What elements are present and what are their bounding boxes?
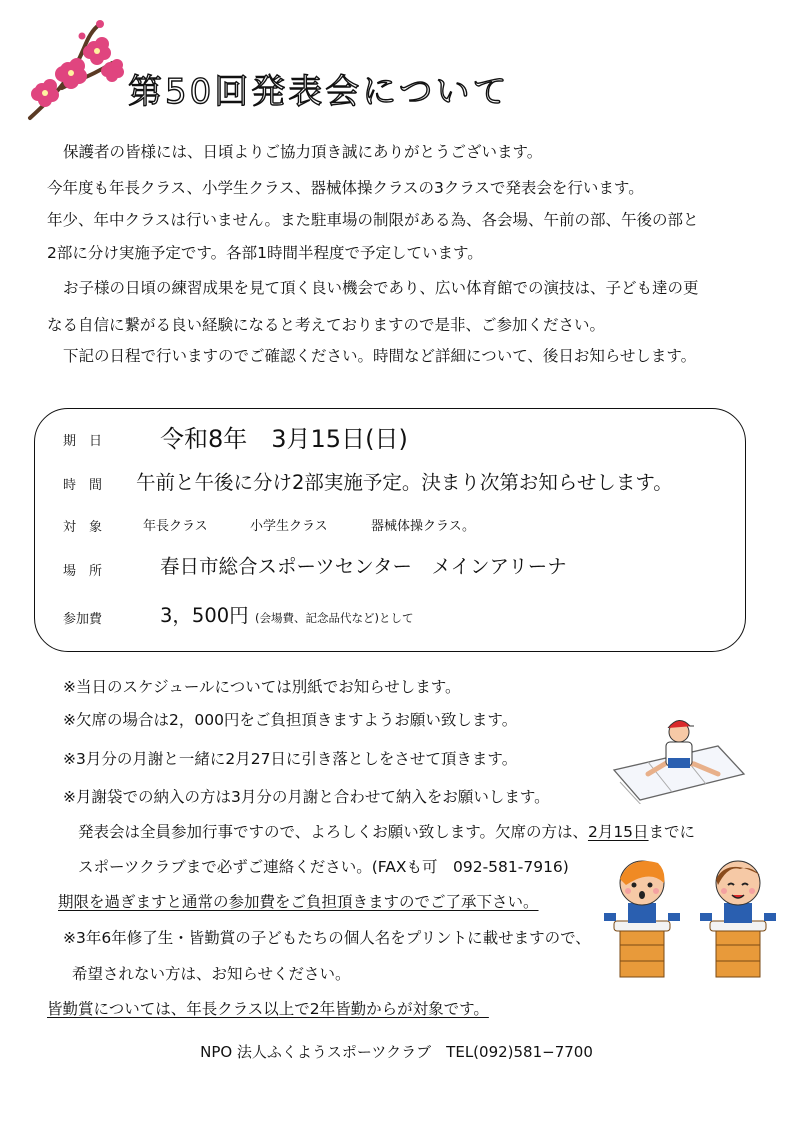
intro-line: 今年度も年長クラス、小学生クラス、器械体操クラスの3クラスで発表会を行います。	[47, 179, 644, 197]
intro-line: 保護者の皆様には、日頃よりご協力頂き誠にありがとうございます。	[63, 143, 543, 161]
intro-line: お子様の日頃の練習成果を見て頂く良い機会であり、広い体育館での演技は、子ども達の更	[63, 279, 699, 297]
note-attendance-tail: までに	[648, 823, 696, 841]
note-names-print: ※3年6年修了生・皆勤賞の子どもたちの個人名をプリントに載せますので、	[63, 929, 591, 947]
page-title: 第50回発表会について	[128, 72, 510, 112]
target-item: 年長クラス	[143, 519, 208, 534]
time-value: 午前と午後に分け2部実施予定。決まり次第お知らせします。	[136, 471, 673, 494]
note-names-optout: 希望されない方は、お知らせください。	[72, 965, 351, 983]
note-envelope: ※月謝袋での納入の方は3月分の月謝と合わせて納入をお願いします。	[63, 788, 550, 806]
intro-line: 年少、年中クラスは行いません。また駐車場の制限がある為、各会場、午前の部、午後の部と	[47, 211, 699, 229]
target-item: 小学生クラス	[250, 519, 328, 534]
intro-line: なる自信に繋がる良い経験になると考えておりますので是非、ご参加ください。	[47, 316, 606, 334]
note-attendance-text: 発表会は全員参加行事ですので、よろしくお願い致します。欠席の方は、	[78, 823, 588, 841]
note-schedule: ※当日のスケジュールについては別紙でお知らせします。	[63, 678, 461, 696]
note-deadline-warning: 期限を過ぎますと通常の参加費をご負担頂きますのでご了承下さい。	[58, 893, 539, 911]
date-value: 令和8年 3月15日(日)	[160, 425, 408, 453]
plum-blossom-illustration	[22, 18, 132, 128]
place-value: 春日市総合スポーツセンター メインアリーナ	[160, 555, 567, 578]
target-item: 器械体操クラス。	[371, 519, 476, 534]
date-label: 期 日	[63, 434, 103, 449]
note-contact: スポーツクラブまで必ずご連絡ください。(FAXも可 092-581-7916)	[78, 858, 569, 876]
note-attendance	[78, 820, 695, 842]
intro-line: 下記の日程で行いますのでご確認ください。時間など詳細について、後日お知らせします。	[63, 347, 697, 365]
child-on-mat-illustration	[608, 712, 748, 804]
footer-contact: NPO 法人ふくようスポーツクラブ TEL(092)581−7700	[200, 1043, 593, 1061]
note-debit: ※3月分の月謝と一緒に2月27日に引き落としをさせて頂きます。	[63, 750, 518, 768]
target-label: 対 象	[63, 520, 103, 535]
time-label: 時 間	[63, 478, 103, 493]
children-vaulting-box-illustration	[600, 855, 780, 979]
fee-value: 3，500円	[160, 604, 249, 627]
note-absence-fee: ※欠席の場合は2，000円をご負担頂きますようお願い致します。	[63, 711, 518, 729]
note-perfect-attendance: 皆勤賞については、年長クラス以上で2年皆勤からが対象です。	[47, 1000, 489, 1018]
deadline-date: 2月15日	[587, 823, 649, 841]
fee-label: 参加費	[63, 612, 103, 627]
fee-note: (会場費、記念品代など)として	[255, 611, 414, 625]
place-label: 場 所	[63, 564, 103, 579]
intro-line: 2部に分け実施予定です。各部1時間半程度で予定しています。	[47, 244, 483, 262]
